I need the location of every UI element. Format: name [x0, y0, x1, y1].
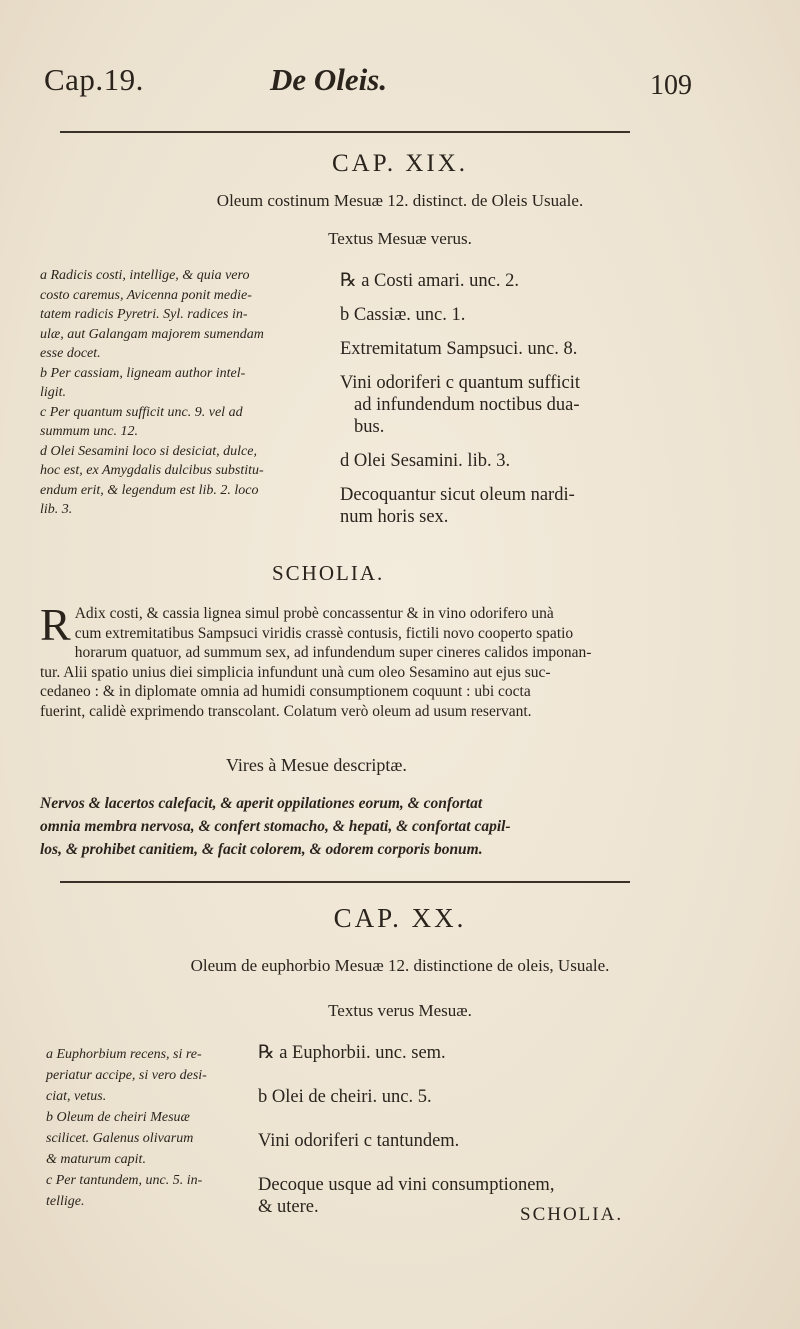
- chapter-19-heading: CAP. XIX.: [331, 150, 469, 177]
- chapter-20-notes: [46, 1044, 246, 1212]
- note-line: b Per cassiam, ligneam author intel-: [40, 365, 246, 381]
- chapter-20-heading: CAP. XX.: [333, 903, 467, 933]
- recipe-line: b Cassiæ. unc. 1.: [340, 305, 466, 325]
- recipe-line: ad infundendum noctibus dua-: [354, 395, 580, 415]
- note-line: b Oleum de cheiri Mesuæ: [46, 1110, 190, 1125]
- recipe-line: bus.: [354, 417, 385, 437]
- recipe-line: num horis sex.: [340, 507, 449, 527]
- note-line: ulæ, aut Galangam majorem sumendam: [40, 326, 264, 342]
- chapter-20-scholia-heading: SCHOLIA.: [520, 1204, 624, 1225]
- note-line: lib. 3.: [40, 502, 73, 517]
- chapter-19-notes: [40, 266, 315, 520]
- vires-line: omnia membra nervosa, & confert stomacho, & hepati, & confortat capil-: [40, 818, 511, 835]
- chapter-19-textus: Textus Mesuæ verus.: [328, 229, 472, 248]
- recipe-line: d Olei Sesamini. lib. 3.: [340, 451, 511, 471]
- chapter-divider-rule: [60, 881, 630, 883]
- chapter-19-subtitle: Oleum costinum Mesuæ 12. distinct. de Oleis Usuale.: [216, 191, 584, 210]
- scholia-line: Adix costi, & cassia lignea simul probè concassentur & in vino odorifero unà: [74, 605, 554, 622]
- chapter-19-scholia-heading: SCHOLIA.: [272, 561, 385, 585]
- note-line: endum erit, & legendum est lib. 2. loco: [40, 482, 259, 498]
- recipe-line: Vini odoriferi c tantundem.: [258, 1131, 460, 1151]
- note-line: hoc est, ex Amygdalis dulcibus substitu-: [40, 463, 264, 478]
- note-line: costo caremus, Avicenna ponit medie-: [40, 287, 252, 303]
- note-line: ligit.: [40, 385, 67, 400]
- scholia-line: tur. Alii spatio unius diei simplicia infundunt unà cum oleo Sesamino aut ejus suc-: [40, 663, 551, 681]
- recipe-line: Vini odoriferi c quantum sufficit: [340, 373, 581, 393]
- chapter-20-recipe: [258, 1042, 554, 1230]
- chapter-20-subtitle: Oleum de euphorbio Mesuæ 12. distinctione de oleis, Usuale.: [190, 956, 610, 975]
- chapter-20-textus: Textus verus Mesuæ.: [328, 1001, 472, 1020]
- note-line: periatur accipe, si vero desi-: [46, 1068, 207, 1083]
- recipe-line: ℞ a Costi amari. unc. 2.: [340, 271, 519, 291]
- vires-heading: Vires à Mesue descriptæ.: [226, 755, 407, 775]
- note-line: ciat, vetus.: [46, 1089, 107, 1104]
- chapter-19-recipe: [340, 270, 580, 540]
- recipe-line: b Olei de cheiri. unc. 5.: [258, 1087, 432, 1107]
- note-line: scilicet. Galenus olivarum: [46, 1131, 194, 1146]
- recipe-line: & utere.: [258, 1197, 319, 1217]
- vires-text: [40, 792, 624, 861]
- note-line: summum unc. 12.: [40, 424, 138, 439]
- header-rule: [60, 131, 630, 133]
- recipe-line: Decoque usque ad vini consumptionem,: [258, 1175, 555, 1195]
- note-line: d Olei Sesamini loco si desiciat, dulce,: [40, 443, 257, 459]
- note-line: & maturum capit.: [46, 1152, 146, 1167]
- page-number: 109: [650, 70, 692, 101]
- drop-cap: R: [40, 599, 71, 650]
- running-head-title: De Oleis.: [270, 62, 388, 97]
- note-line: a Radicis costi, intellige, & quia vero: [40, 268, 250, 283]
- note-line: c Per tantundem, unc. 5. in-: [46, 1173, 203, 1188]
- recipe-line: Decoquantur sicut oleum nardi-: [340, 485, 575, 505]
- note-line: esse docet.: [40, 346, 101, 361]
- recipe-line: ℞ a Euphorbii. unc. sem.: [258, 1043, 446, 1063]
- note-line: c Per quantum sufficit unc. 9. vel ad: [40, 404, 243, 420]
- chapter-19-scholia-text: [40, 599, 638, 722]
- running-head-chapter: Cap.19.: [44, 62, 144, 97]
- note-line: a Euphorbium recens, si re-: [46, 1047, 202, 1062]
- recipe-line: Extremitatum Sampsuci. unc. 8.: [340, 339, 578, 359]
- scholia-line: cum extremitatibus Sampsuci viridis crassè contusis, fictili novo cooperto spatio: [74, 624, 574, 642]
- note-line: tatem radicis Pyretri. Syl. radices in-: [40, 307, 248, 322]
- scholia-line: cedaneo : & in diplomate omnia ad humidi consumptionem coquunt : ubi cocta: [40, 683, 531, 701]
- vires-line: los, & prohibet canitiem, & facit colorem, & odorem corporis bonum.: [40, 841, 483, 858]
- vires-line: Nervos & lacertos calefacit, & aperit oppilationes eorum, & confortat: [40, 795, 483, 812]
- note-line: tellige.: [46, 1194, 85, 1209]
- scholia-line: horarum quatuor, ad summum sex, ad infundendum super cineres calidos imponan-: [74, 644, 592, 662]
- scholia-line: fuerint, calidè exprimendo transcolant. Colatum verò oleum ad usum reservant.: [40, 702, 532, 720]
